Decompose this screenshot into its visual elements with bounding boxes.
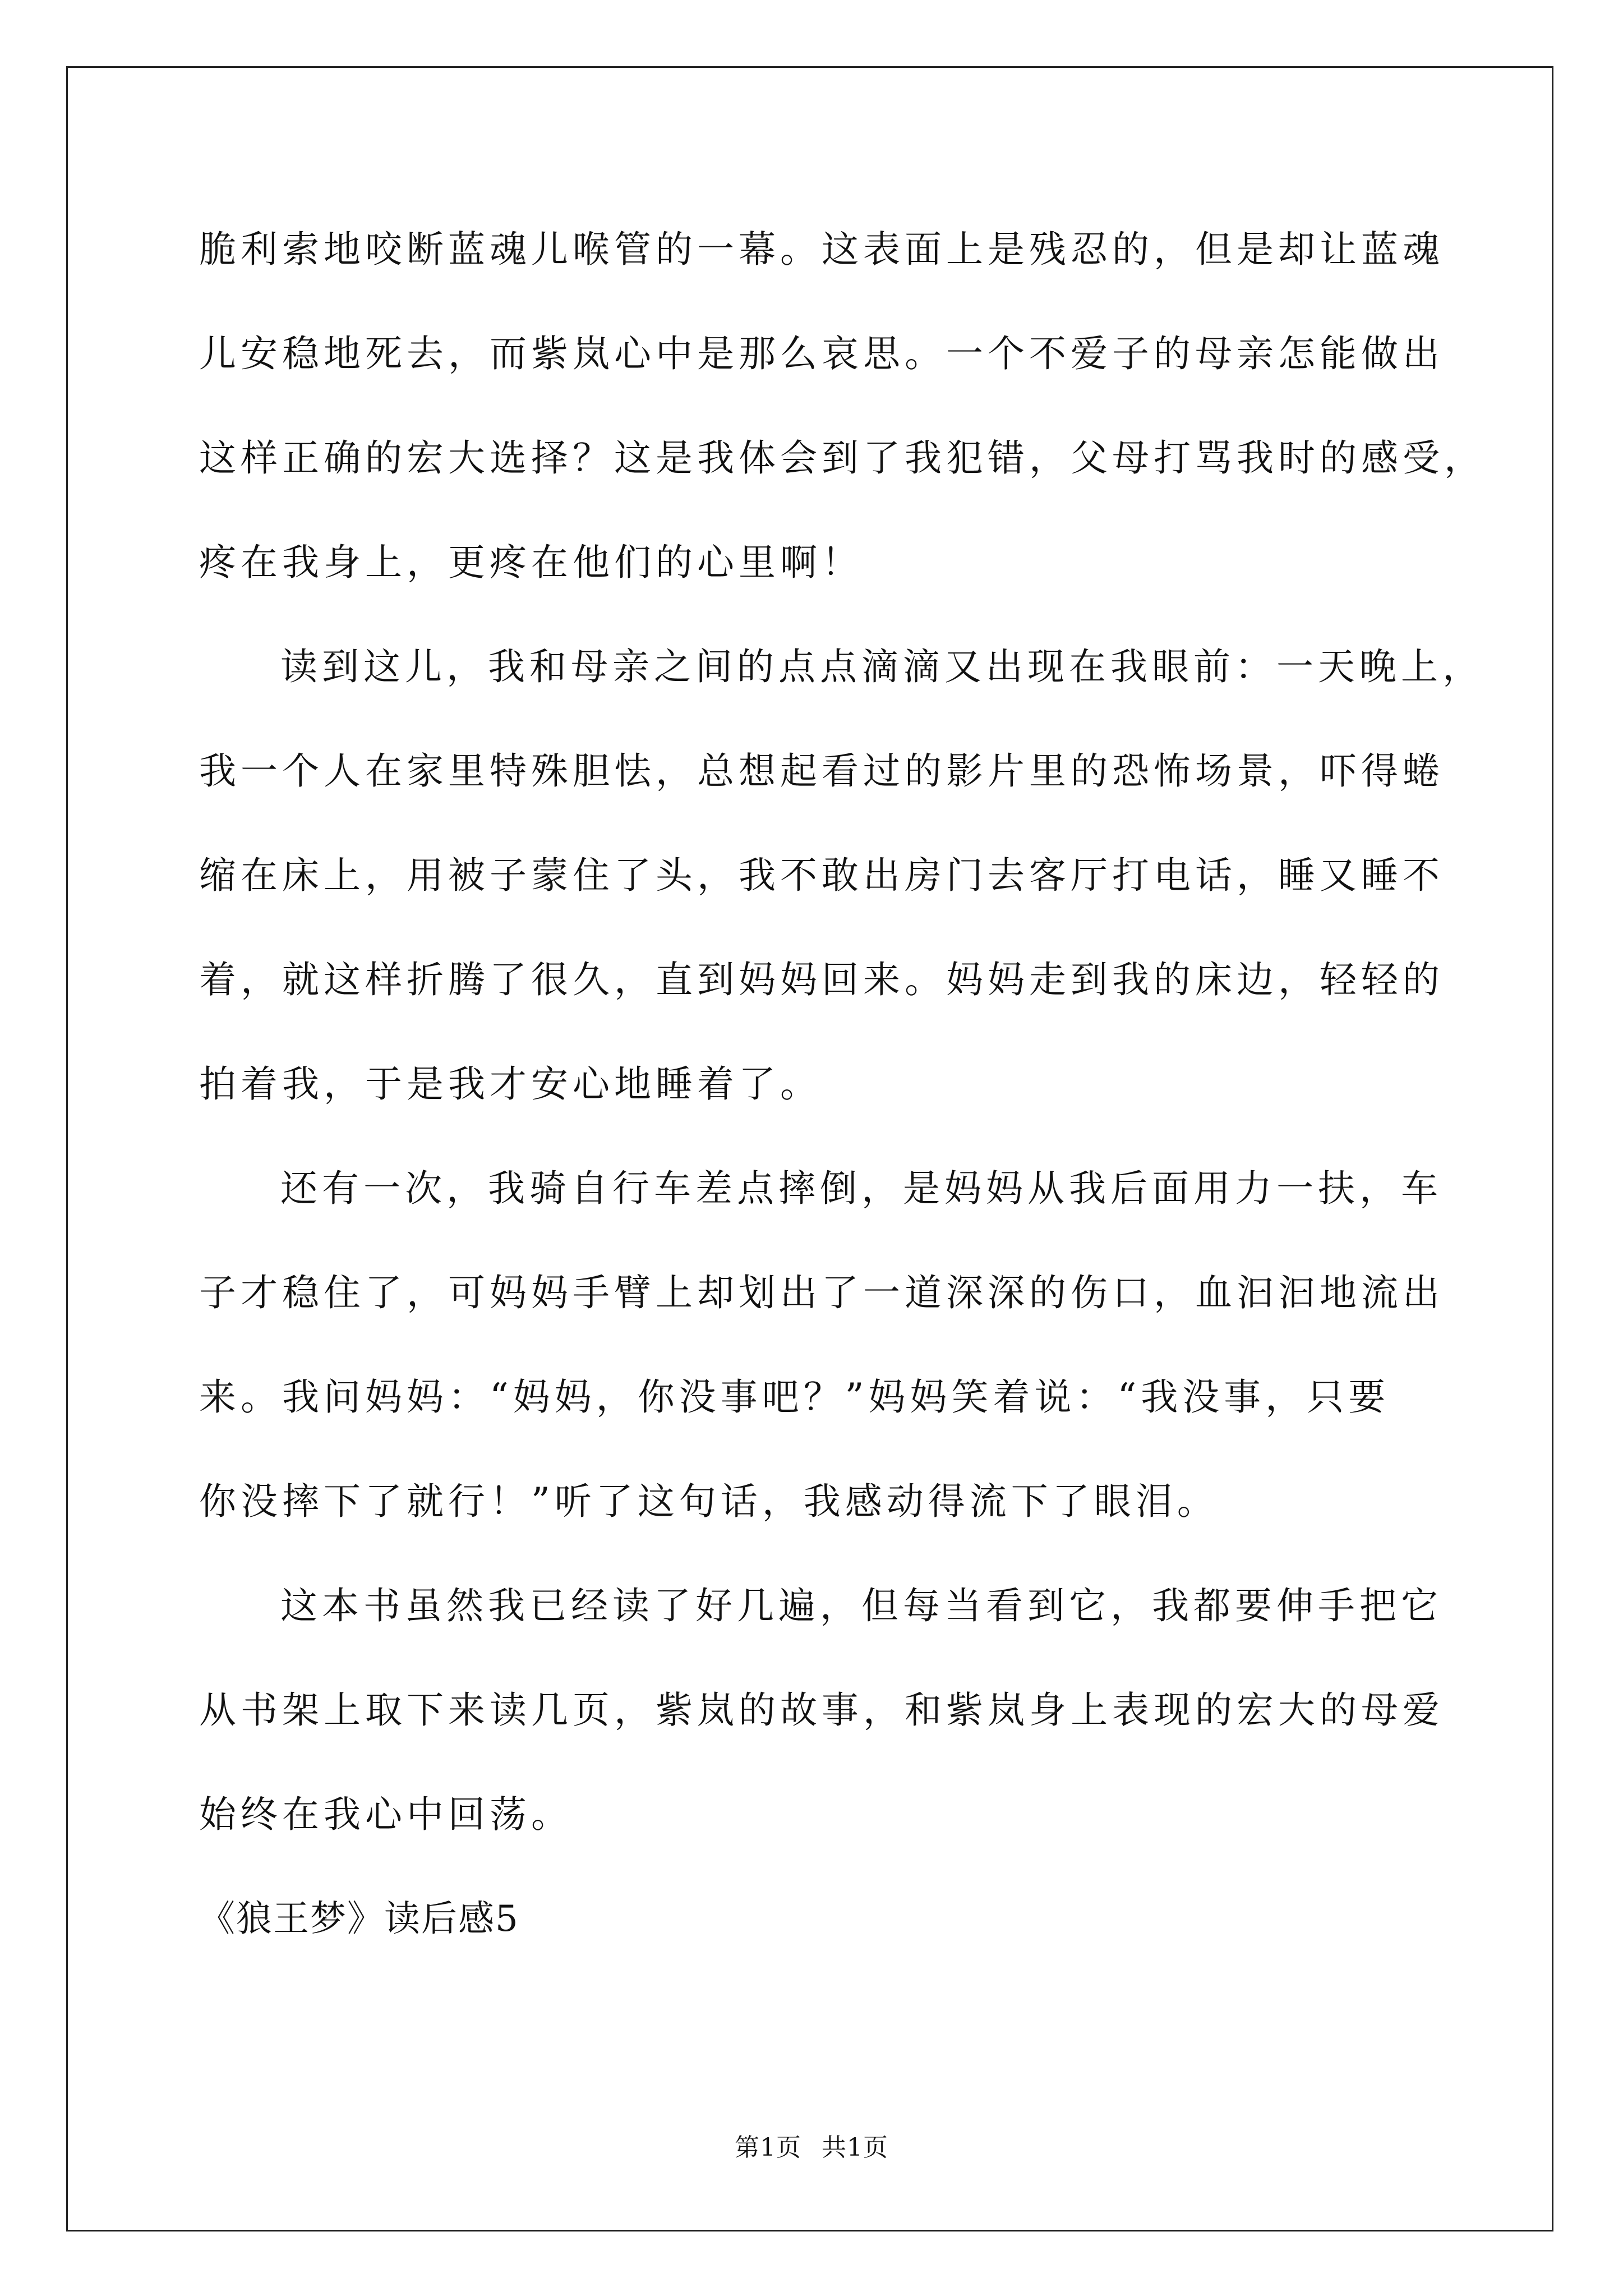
text-line: 儿安稳地死去，而紫岚心中是那么哀思。一个不爱子的母亲怎能做出: [199, 332, 1444, 375]
page-footer: [0, 2127, 1623, 2163]
text-line: 疼在我身上，更疼在他们的心里啊！: [199, 541, 863, 584]
paragraph-first-line: 还有一次，我骑自行车差点摔倒，是妈妈从我后面用力一扶，车: [280, 1167, 1442, 1210]
text-line: 我一个人在家里特殊胆怯，总想起看过的影片里的恐怖场景，吓得蜷: [199, 749, 1444, 793]
text-line: 来。我问妈妈：“妈妈，你没事吧？”妈妈笑着说：“我没事，只要: [199, 1375, 1390, 1419]
text-line: 拍着我，于是我才安心地睡着了。: [199, 1062, 822, 1106]
page-total: 共1页: [822, 2133, 888, 2162]
text-line: 着，就这样折腾了很久，直到妈妈回来。妈妈走到我的床边，轻轻的: [199, 958, 1444, 1001]
paragraph-first-line: 读到这儿，我和母亲之间的点点滴滴又出现在我眼前：一天晚上，: [280, 645, 1484, 688]
text-line: 缩在床上，用被子蒙住了头，我不敢出房门去客厅打电话，睡又睡不: [199, 854, 1444, 897]
text-line: 脆利索地咬断蓝魂儿喉管的一幕。这表面上是残忍的，但是却让蓝魂: [199, 228, 1444, 271]
text-line: 始终在我心中回荡。: [199, 1793, 573, 1836]
page-number: 第1页: [735, 2133, 801, 2162]
paragraph-first-line: 这本书虽然我已经读了好几遍，但每当看到它，我都要伸手把它: [280, 1584, 1442, 1627]
text-line: 子才稳住了，可妈妈手臂上却划出了一道深深的伤口，血汩汩地流出: [199, 1271, 1444, 1314]
document-body: [199, 197, 1486, 1971]
text-line: 从书架上取下来读几页，紫岚的故事，和紫岚身上表现的宏大的母爱: [199, 1688, 1444, 1732]
section-heading: 《狼王梦》读后感5: [199, 1898, 519, 1940]
text-line: 你没摔下了就行！”听了这句话，我感动得流下了眼泪。: [199, 1480, 1219, 1523]
text-line: 这样正确的宏大选择？这是我体会到了我犯错，父母打骂我时的感受，: [199, 436, 1486, 480]
